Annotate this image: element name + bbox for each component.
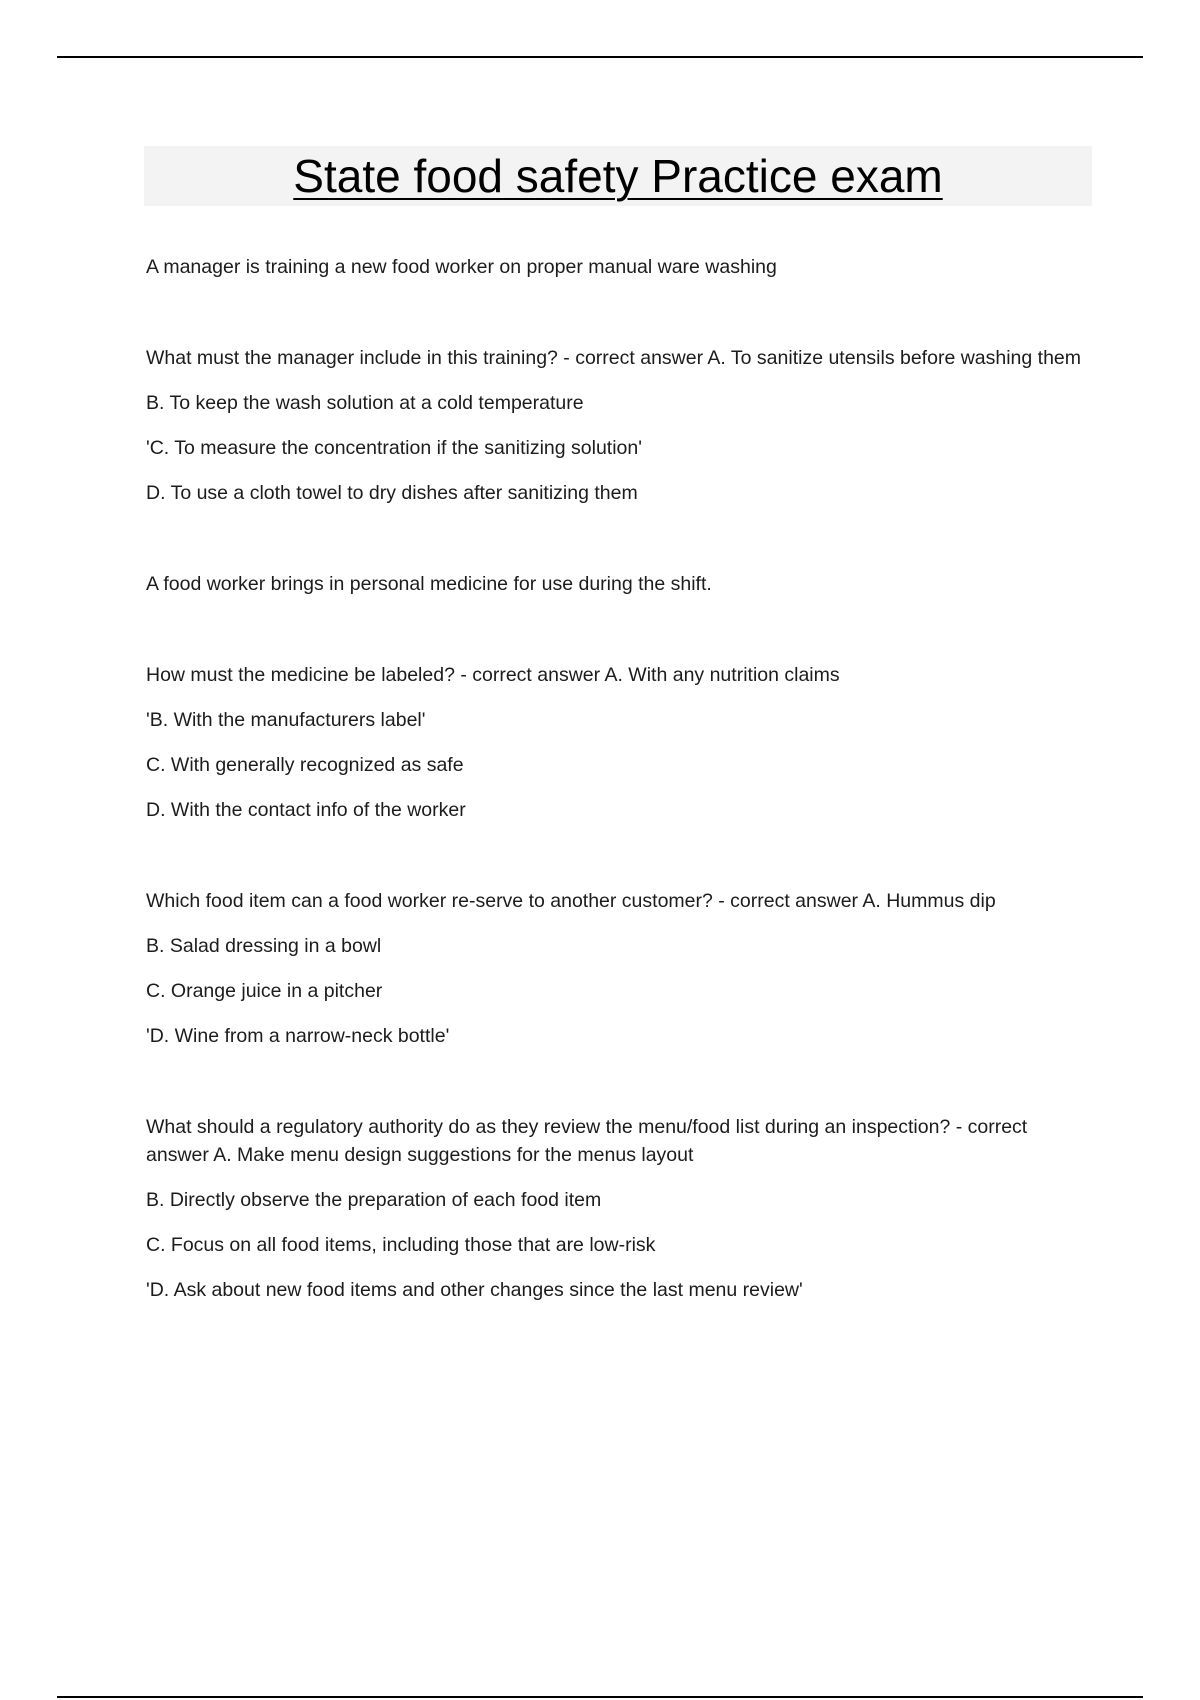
- question-2-option-d: D. With the contact info of the worker: [146, 799, 466, 821]
- question-2-option-b: 'B. With the manufacturers label': [146, 709, 426, 731]
- top-rule: [57, 56, 1143, 58]
- question-4-text: What should a regulatory authority do as they review the menu/food list during an inspection? - correct answer A. Make menu design suggestions for the menus layout: [146, 1116, 1028, 1166]
- question-4-option-b: B. Directly observe the preparation of each food item: [146, 1189, 602, 1211]
- question-1-option-c: 'C. To measure the concentration if the sanitizing solution': [146, 437, 642, 459]
- question-1-intro: A manager is training a new food worker on proper manual ware washing: [146, 256, 777, 278]
- exam-content: [146, 253, 1086, 1321]
- question-3-option-c: C. Orange juice in a pitcher: [146, 980, 383, 1002]
- question-2-text: How must the medicine be labeled? - correct answer A. With any nutrition claims: [146, 664, 840, 686]
- title-banner: [144, 146, 1092, 206]
- question-4-option-d: 'D. Ask about new food items and other changes since the last menu review': [146, 1279, 803, 1301]
- question-3-text: Which food item can a food worker re-serve to another customer? - correct answer A. Hummus dip: [146, 890, 996, 912]
- question-1-option-b: B. To keep the wash solution at a cold temperature: [146, 392, 584, 414]
- question-4-option-c: C. Focus on all food items, including those that are low-risk: [146, 1234, 656, 1256]
- question-3-option-d: 'D. Wine from a narrow-neck bottle': [146, 1025, 450, 1047]
- page-title: State food safety Practice exam: [293, 150, 943, 202]
- question-1-option-d: D. To use a cloth towel to dry dishes after sanitizing them: [146, 482, 638, 504]
- bottom-rule: [57, 1696, 1143, 1698]
- question-3-option-b: B. Salad dressing in a bowl: [146, 935, 382, 957]
- question-1-text: What must the manager include in this training? - correct answer A. To sanitize utensils before washing them: [146, 347, 1082, 369]
- question-2-intro: A food worker brings in personal medicine for use during the shift.: [146, 573, 712, 595]
- question-2-option-c: C. With generally recognized as safe: [146, 754, 464, 776]
